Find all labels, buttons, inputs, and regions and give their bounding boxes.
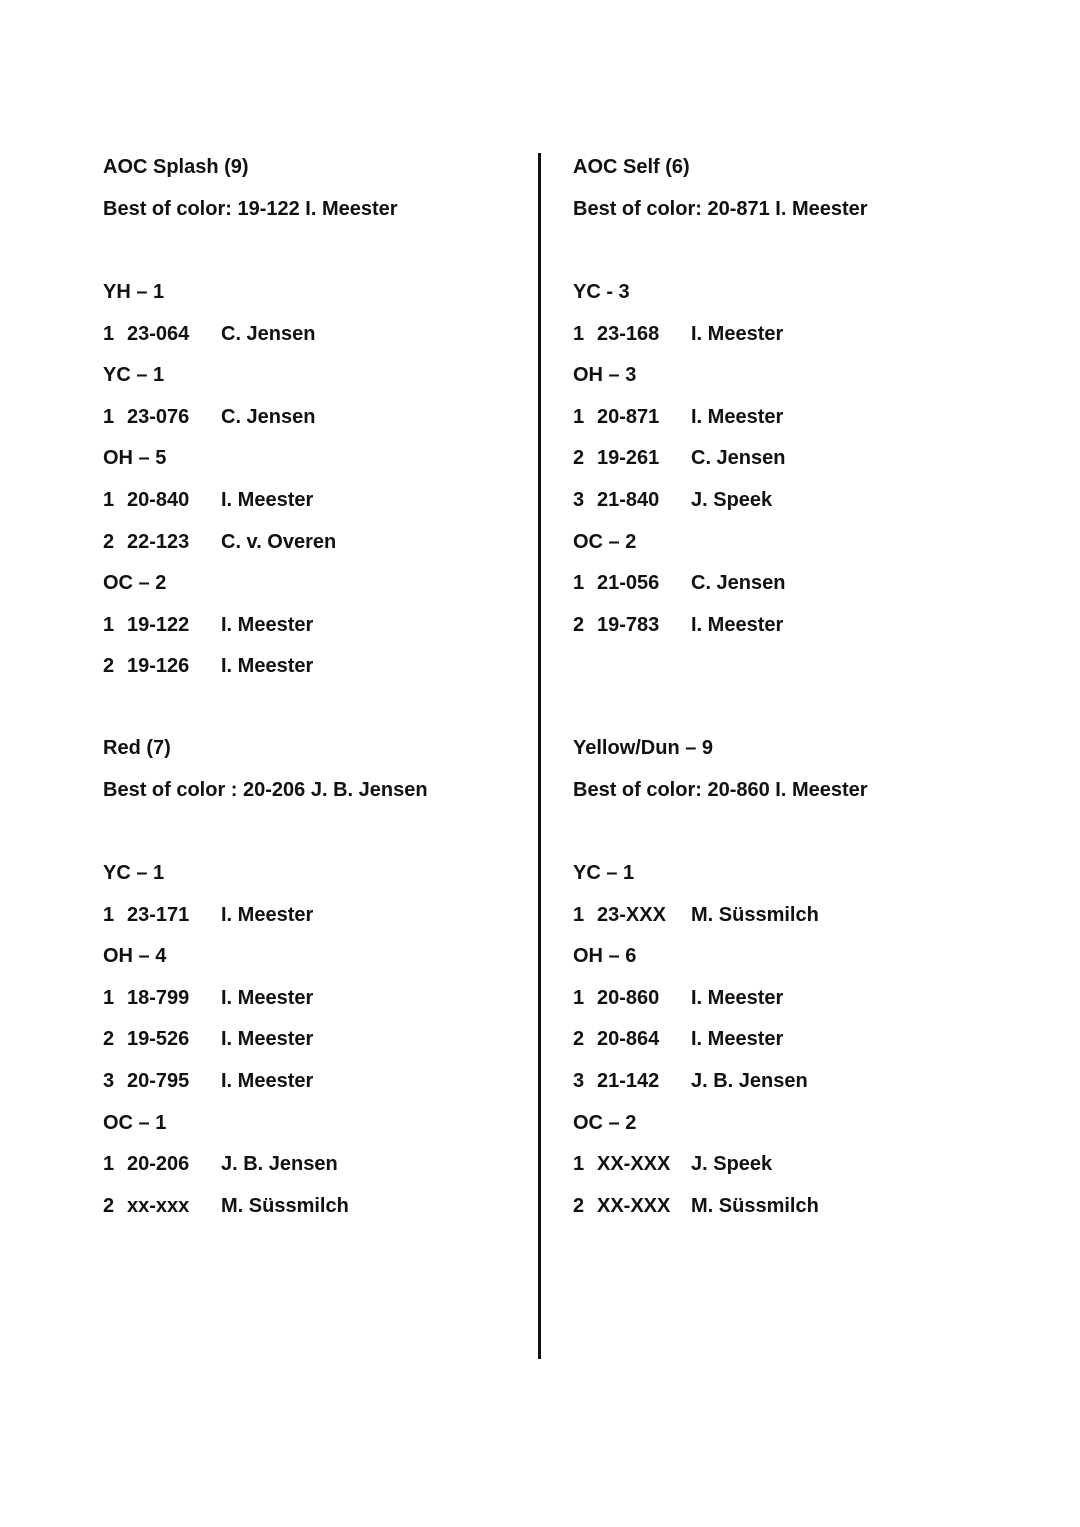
owner-name: M. Süssmilch	[691, 904, 819, 926]
owner-name: C. Jensen	[691, 572, 786, 594]
owner-name: I. Meester	[691, 406, 784, 428]
place-number: 1	[573, 1153, 585, 1175]
bird-code: 20-860	[597, 987, 660, 1009]
owner-name: C. Jensen	[221, 323, 316, 345]
class-label: OC – 1	[103, 1112, 167, 1134]
section-title: AOC Self (6)	[573, 156, 690, 178]
bird-code: 23-064	[127, 323, 190, 345]
best-of-color: Best of color: 20-860 I. Meester	[573, 779, 868, 801]
bird-code: 19-126	[127, 655, 190, 677]
bird-code: 19-261	[597, 447, 660, 469]
owner-name: M. Süssmilch	[691, 1195, 819, 1217]
place-number: 3	[103, 1070, 115, 1092]
place-number: 1	[103, 904, 115, 926]
bird-code: XX-XXX	[597, 1153, 671, 1175]
place-number: 1	[573, 904, 585, 926]
place-number: 1	[103, 406, 115, 428]
owner-name: I. Meester	[221, 614, 314, 636]
bird-code: XX-XXX	[597, 1195, 671, 1217]
bird-code: 23-XXX	[597, 904, 666, 926]
class-label: YC – 1	[573, 862, 635, 884]
bird-code: 20-795	[127, 1070, 190, 1092]
column-divider	[538, 153, 541, 1359]
owner-name: I. Meester	[691, 1028, 784, 1050]
bird-code: 21-056	[597, 572, 660, 594]
place-number: 2	[573, 1195, 585, 1217]
owner-name: I. Meester	[221, 1070, 314, 1092]
owner-name: I. Meester	[221, 904, 314, 926]
bird-code: 20-871	[597, 406, 660, 428]
owner-name: J. Speek	[691, 1153, 773, 1175]
class-label: YC - 3	[573, 281, 630, 303]
place-number: 1	[573, 572, 585, 594]
place-number: 2	[573, 447, 585, 469]
class-label: OH – 3	[573, 364, 637, 386]
class-label: OC – 2	[573, 531, 637, 553]
place-number: 1	[103, 323, 115, 345]
place-number: 3	[573, 1070, 585, 1092]
place-number: 2	[573, 1028, 585, 1050]
bird-code: 18-799	[127, 987, 190, 1009]
section-title: Yellow/Dun – 9	[573, 737, 714, 759]
bird-code: 23-076	[127, 406, 190, 428]
bird-code: 19-122	[127, 614, 190, 636]
bird-code: 20-864	[597, 1028, 660, 1050]
class-label: OC – 2	[103, 572, 167, 594]
place-number: 1	[103, 489, 115, 511]
owner-name: M. Süssmilch	[221, 1195, 349, 1217]
place-number: 2	[103, 1028, 115, 1050]
place-number: 2	[103, 655, 115, 677]
owner-name: J. B. Jensen	[221, 1153, 338, 1175]
bird-code: 23-168	[597, 323, 660, 345]
place-number: 1	[573, 987, 585, 1009]
owner-name: C. Jensen	[691, 447, 786, 469]
place-number: 2	[103, 1195, 115, 1217]
owner-name: I. Meester	[221, 655, 314, 677]
section-title: AOC Splash (9)	[103, 156, 249, 178]
class-label: YC – 1	[103, 862, 165, 884]
section-title: Red (7)	[103, 737, 171, 759]
owner-name: I. Meester	[691, 614, 784, 636]
class-label: OH – 4	[103, 945, 167, 967]
owner-name: J. B. Jensen	[691, 1070, 808, 1092]
bird-code: xx-xxx	[127, 1195, 190, 1217]
bird-code: 22-123	[127, 531, 190, 553]
best-of-color: Best of color: 20-871 I. Meester	[573, 198, 868, 220]
place-number: 3	[573, 489, 585, 511]
bird-code: 19-783	[597, 614, 660, 636]
class-label: OH – 5	[103, 447, 167, 469]
place-number: 1	[103, 614, 115, 636]
owner-name: C. Jensen	[221, 406, 316, 428]
place-number: 1	[573, 406, 585, 428]
bird-code: 19-526	[127, 1028, 190, 1050]
class-label: OC – 2	[573, 1112, 637, 1134]
bird-code: 20-206	[127, 1153, 190, 1175]
owner-name: C. v. Overen	[221, 531, 337, 553]
owner-name: I. Meester	[691, 323, 784, 345]
bird-code: 21-840	[597, 489, 660, 511]
owner-name: I. Meester	[221, 987, 314, 1009]
bird-code: 23-171	[127, 904, 190, 926]
owner-name: J. Speek	[691, 489, 773, 511]
place-number: 2	[573, 614, 585, 636]
place-number: 2	[103, 531, 115, 553]
best-of-color: Best of color: 19-122 I. Meester	[103, 198, 398, 220]
place-number: 1	[573, 323, 585, 345]
class-label: YC – 1	[103, 364, 165, 386]
owner-name: I. Meester	[221, 489, 314, 511]
bird-code: 20-840	[127, 489, 190, 511]
place-number: 1	[103, 1153, 115, 1175]
place-number: 1	[103, 987, 115, 1009]
owner-name: I. Meester	[221, 1028, 314, 1050]
best-of-color: Best of color : 20-206 J. B. Jensen	[103, 779, 428, 801]
bird-code: 21-142	[597, 1070, 660, 1092]
class-label: OH – 6	[573, 945, 637, 967]
class-label: YH – 1	[103, 281, 165, 303]
owner-name: I. Meester	[691, 987, 784, 1009]
